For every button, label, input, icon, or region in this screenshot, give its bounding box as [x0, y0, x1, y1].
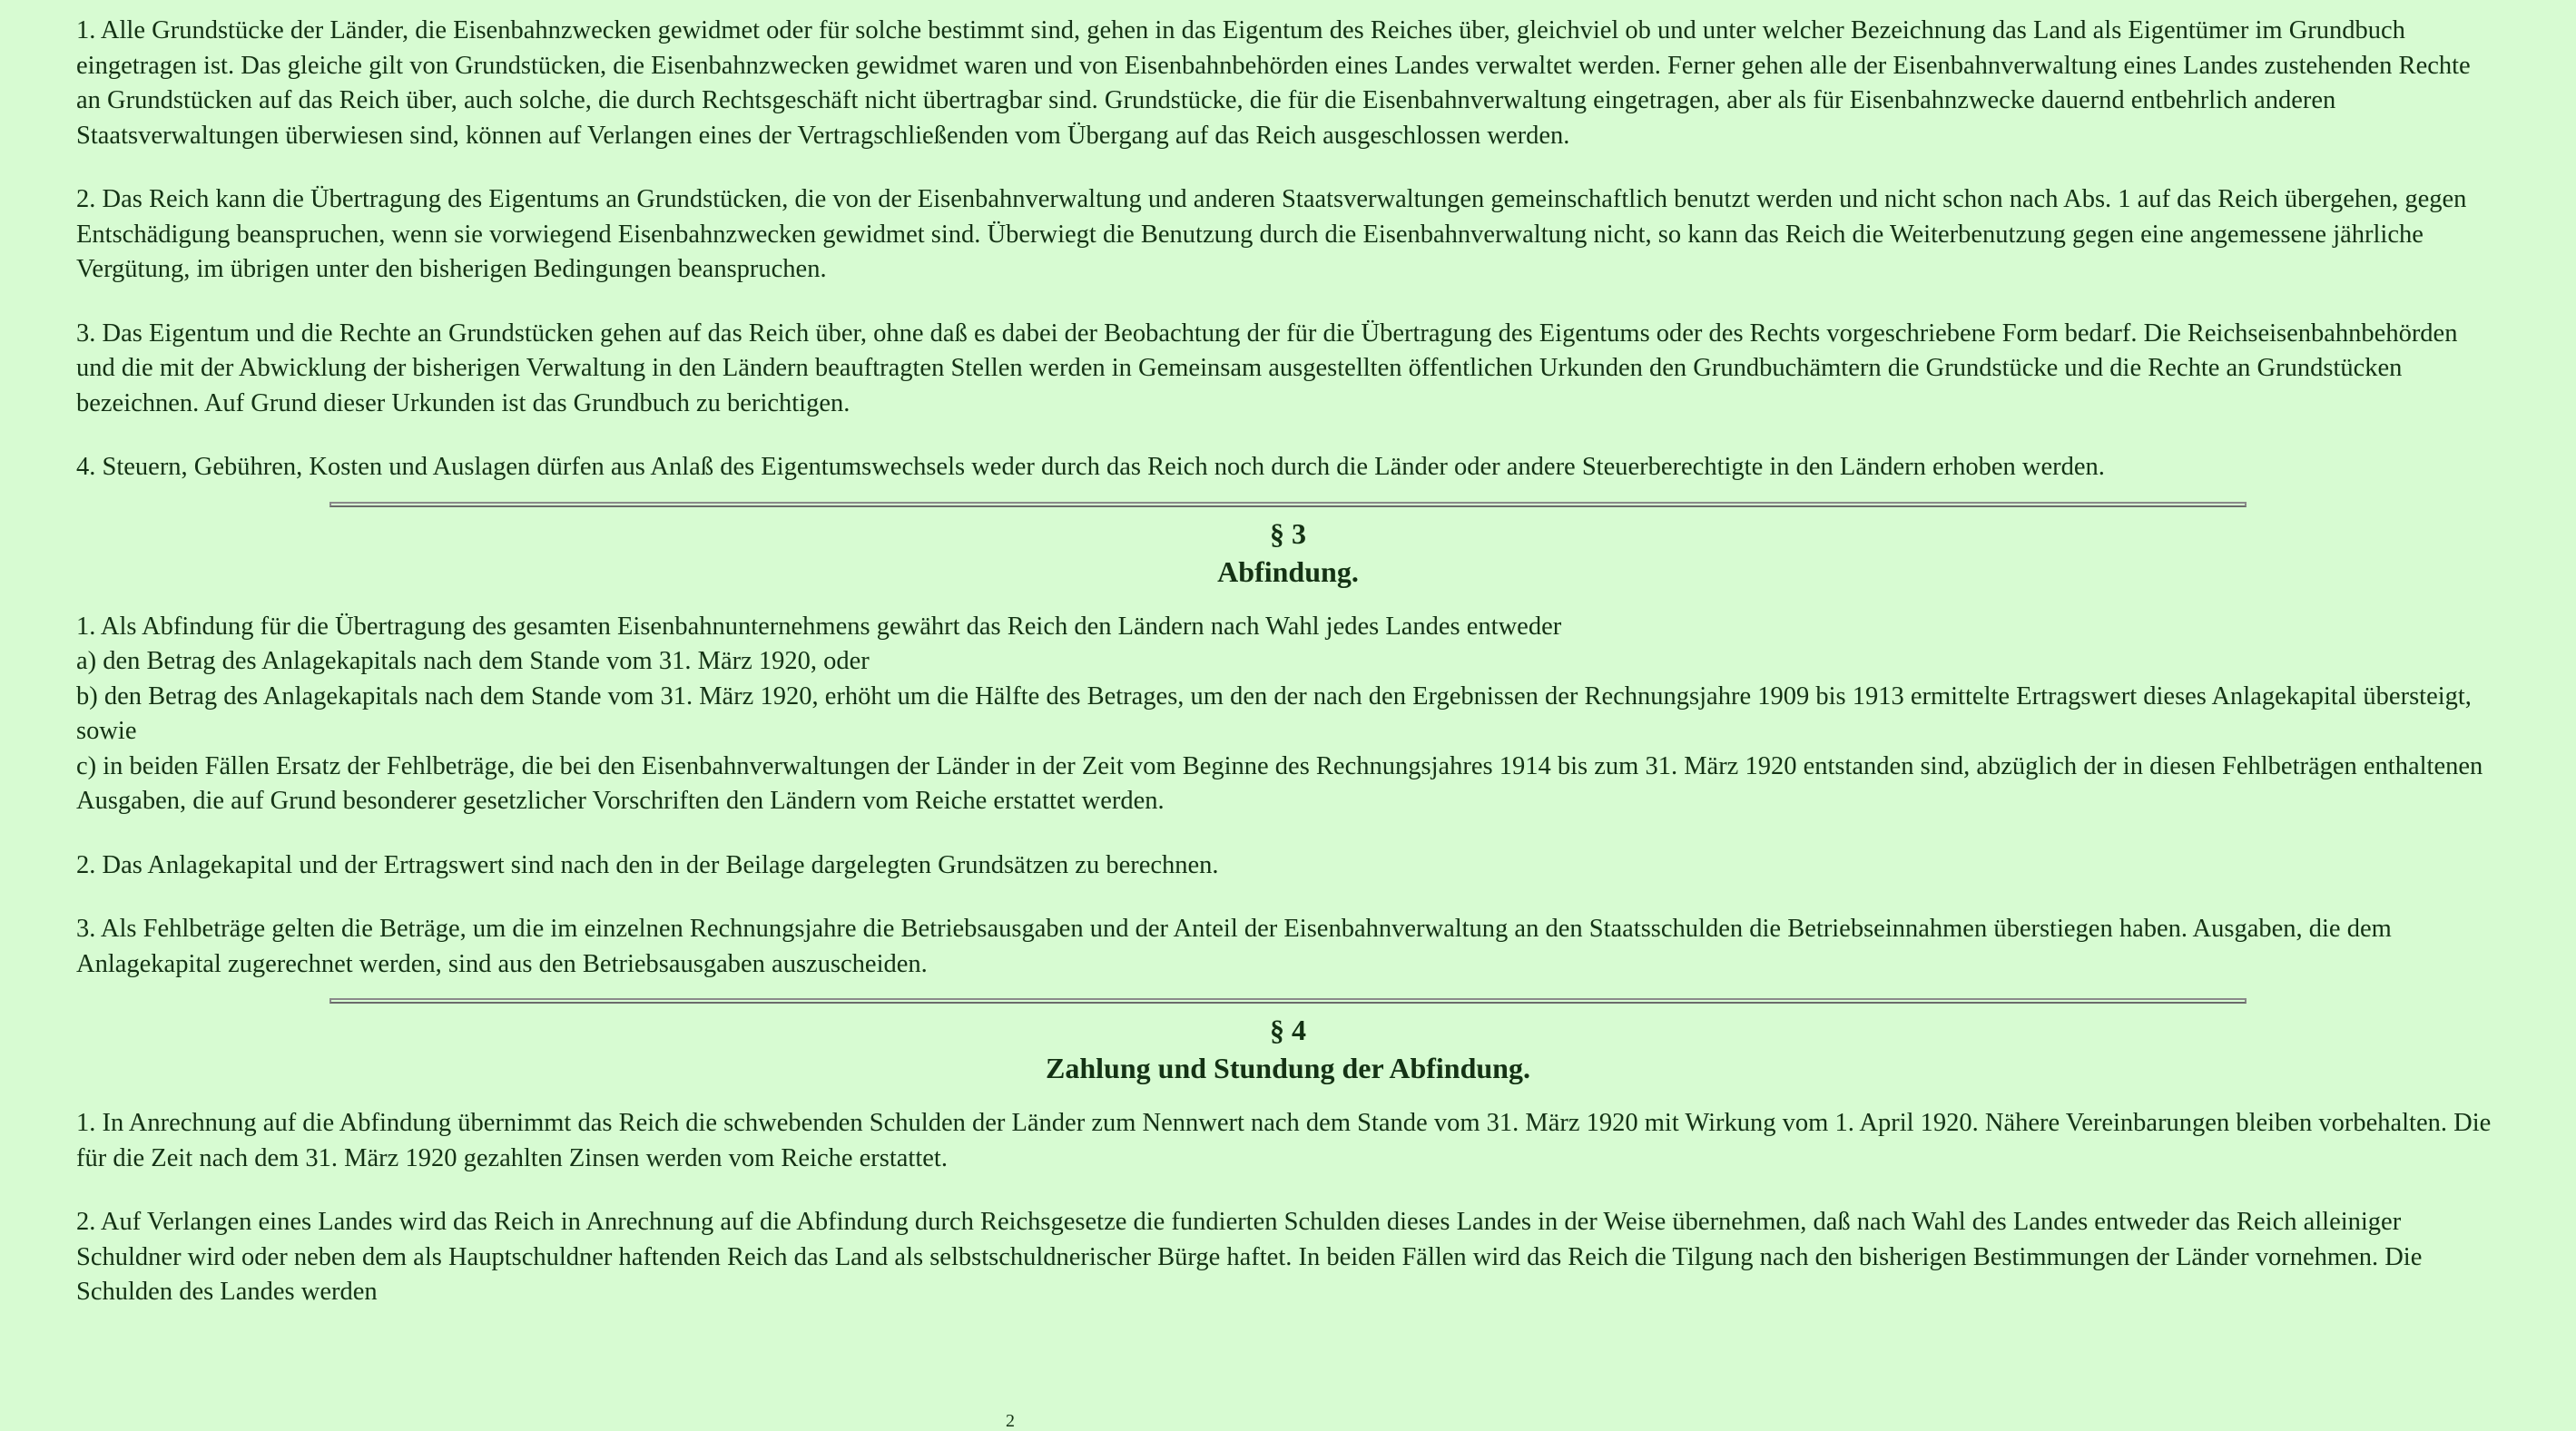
section-divider: [329, 998, 2247, 1004]
section4-title: Zahlung und Stundung der Abfindung.: [1046, 1052, 1530, 1084]
section3-number: § 3: [1270, 516, 1306, 550]
section2-paragraph-1: 1. Alle Grundstücke der Länder, die Eisenbahnzwecken gewidmet oder für solche bestimmt sind, gehen in das Eigentum des Reiches über, gleichviel ob und unter welcher Bezeichnung das Land als Eigentümer im Grundbuch eingetragen ist. Das gleiche gilt von Grundstücken, die Eisenbahnzwecken gewidmet waren und von Eisenbahnbehörden eines Landes verwaltet werden. Ferner gehen alle der Eisenbahnverwaltung eines Landes zustehenden Rechte an Grundstücken auf das Reich über, auch solche, die durch Rechtsgeschäft nicht übertragbar sind. Grundstücke, die für die Eisenbahnverwaltung eingetragen, aber als für Eisenbahnzwecke dauernd entbehrlich anderen Staatsverwaltungen überwiesen sind, können auf Verlangen eines der Vertragschließenden vom Übergang auf das Reich ausgeschlossen werden.: [76, 16, 2471, 150]
section2-paragraph-3: 3. Das Eigentum und die Rechte an Grundstücken gehen auf das Reich über, ohne daß es dabei der Beobachtung der für die Übertragung des Eigentums oder des Rechts vorgeschriebene Form bedarf. Die Reichseisenbahnbehörden und die mit der Abwicklung der bisherigen Verwaltung in den Ländern beauftragten Stellen werden in Gemeinsam ausgestellten öffentlichen Urkunden den Grundbuchämtern die Grundstücke und die Rechte an Grundstücken bezeichnen. Auf Grund dieser Urkunden ist das Grundbuch zu berichtigen.: [76, 319, 2458, 417]
section2-paragraph-4: 4. Steuern, Gebühren, Kosten und Auslagen dürfen aus Anlaß des Eigentumswechsels weder durch das Reich noch durch die Länder oder andere Steuerberechtigte in den Ländern erhoben werden.: [76, 453, 2105, 481]
section3-paragraph-2: 2. Das Anlagekapital und der Ertragswert sind nach den in der Beilage dargelegten Grundsätzen zu berechnen.: [76, 850, 1219, 879]
section4-heading: [76, 1011, 2500, 1087]
section2-paragraph-2: 2. Das Reich kann die Übertragung des Eigentums an Grundstücken, die von der Eisenbahnverwaltung und anderen Staatsverwaltungen gemeinschaftlich benutzt werden und nicht schon nach Abs. 1 auf das Reich übergehen, gegen Entschädigung beanspruchen, wenn sie vorwiegend Eisenbahnzwecken gewidmet sind. Überwiegt die Benutzung durch die Eisenbahnverwaltung nicht, so kann das Reich die Weiterbenutzung gegen eine angemessene jährliche Vergütung, im übrigen unter den bisherigen Bedingungen beanspruchen.: [76, 185, 2467, 283]
footnote-marker: 2: [1006, 1411, 1015, 1431]
section4-paragraph-2: 2. Auf Verlangen eines Landes wird das Reich in Anrechnung auf die Abfindung durch Reichsgesetze die fundierten Schulden dieses Landes in der Weise übernehmen, daß nach Wahl des Landes entweder das Reich alleiniger Schuldner wird oder neben dem als Hauptschuldner haftenden Reich das Land als selbstschuldnerischer Bürge haftet. In beiden Fällen wird das Reich die Tilgung nach den bisherigen Bestimmungen der Länder vornehmen. Die Schulden des Landes werden: [76, 1208, 2423, 1306]
section3-paragraph-1-intro: 1. Als Abfindung für die Übertragung des gesamten Eisenbahnunternehmens gewährt das Reich den Ländern nach Wahl jedes Landes entweder: [76, 612, 1562, 641]
section3-heading: [76, 515, 2500, 591]
section3-paragraph-3: 3. Als Fehlbeträge gelten die Beträge, um die im einzelnen Rechnungsjahre die Betriebsausgaben und der Anteil der Eisenbahnverwaltung an den Staatsschulden die Betriebseinnahmen überstiegen haben. Ausgaben, die dem Anlagekapital zugerechnet werden, sind aus den Betriebsausgaben auszuscheiden.: [76, 915, 2392, 978]
section3-item-b: b) den Betrag des Anlagekapitals nach dem Stande vom 31. März 1920, erhöht um die Hälfte des Betrages, um den der nach den Ergebnissen der Rechnungsjahre 1909 bis 1913 ermittelte Ertragswert dieses Anlagekapital übersteigt, sowie: [76, 681, 2472, 745]
section4-paragraph-1: 1. In Anrechnung auf die Abfindung übernimmt das Reich die schwebenden Schulden der Länder zum Nennwert nach dem Stande vom 31. März 1920 mit Wirkung vom 1. April 1920. Nähere Vereinbarungen bleiben vorbehalten. Die für die Zeit nach dem 31. März 1920 gezahlten Zinsen werden vom Reiche erstattet.: [76, 1109, 2492, 1172]
section3-title: Abfindung.: [1217, 554, 1359, 588]
section-divider: [329, 502, 2247, 507]
section3-item-a: a) den Betrag des Anlagekapitals nach dem Stande vom 31. März 1920, oder: [76, 647, 870, 675]
section4-number: § 4: [1270, 1014, 1306, 1046]
section3-paragraph-1: [76, 610, 2500, 819]
section3-item-c: c) in beiden Fällen Ersatz der Fehlbeträge, die bei den Eisenbahnverwaltungen der Länder in der Zeit vom Beginne des Rechnungsjahres 1914 bis zum 31. März 1920 entstanden sind, abzüglich der in diesen Fehlbeträgen enthaltenen Ausgaben, die auf Grund besonderer gesetzlicher Vorschriften den Ländern vom Reiche erstattet werden.: [76, 751, 2483, 815]
